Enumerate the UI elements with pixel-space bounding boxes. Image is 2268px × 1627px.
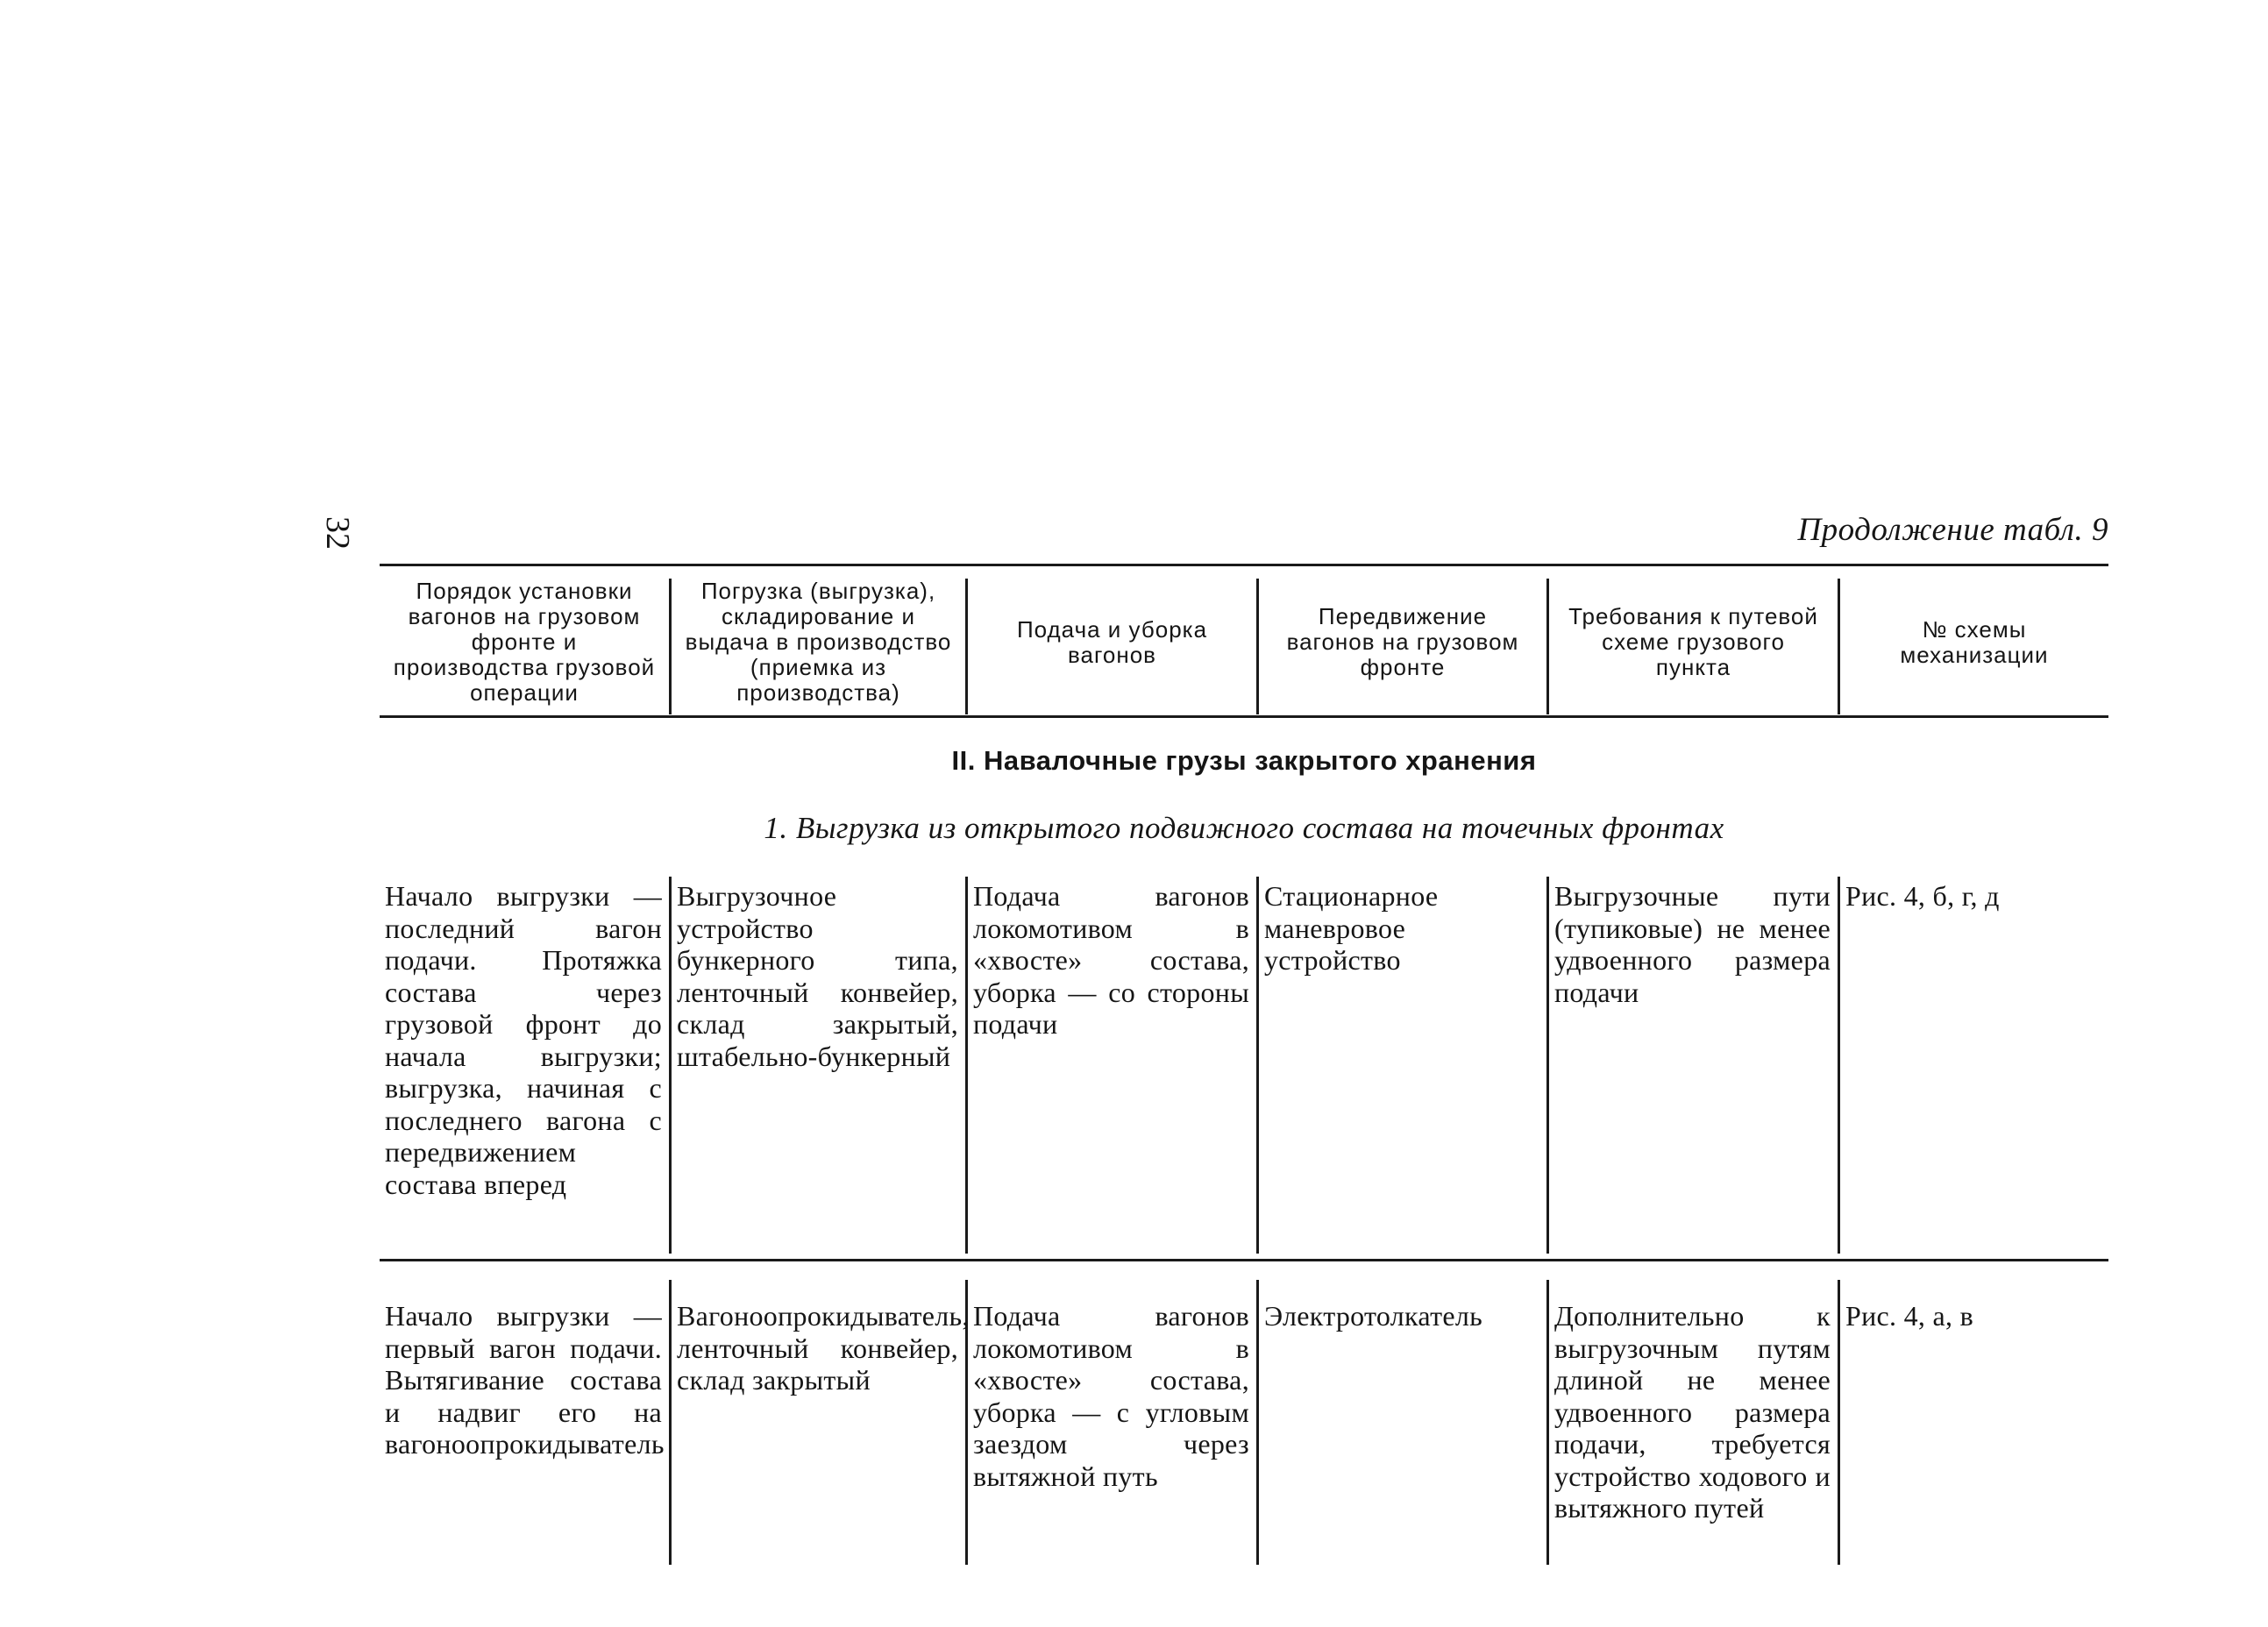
- column-header-supply: Подача и уборка вагонов: [1016, 615, 1208, 668]
- page-number: 32: [319, 516, 356, 550]
- row-separator-rule: [380, 1259, 2108, 1261]
- column-header-order: Порядок установки вагонов на грузовом фронте и производства грузовой операции: [393, 578, 656, 706]
- cell-order: Начало выгрузки — последний вагон подачи. Протяжка состава через грузовой фронт до начала выгрузки; выгрузка, начиная с последнего вагона с передвижением состава вперед: [385, 880, 662, 1200]
- cell-scheme: Рис. 4, б, г, д: [1845, 880, 2000, 912]
- section-title: II. Навалочные грузы закрытого хранения: [951, 745, 1537, 776]
- cell-movement: Стационарное маневровое устройство: [1264, 880, 1439, 976]
- cell-supply: Подача вагонов локомотивом в «хвосте» состава, уборка — со стороны подачи: [973, 880, 1249, 1040]
- cell-requirements: Выгрузочные пути (тупиковые) не менее удвоенного размера подачи: [1554, 880, 1831, 1008]
- cell-supply: Подача вагонов локомотивом в «хвосте» состава, уборка — с угловым заездом через вытяжной путь: [973, 1300, 1249, 1492]
- cell-loading: Выгрузочное устройство бункерного типа, ленточный конвейер, склад закрытый, штабельно-бункерный: [677, 880, 958, 1072]
- table-continuation-caption: Продолжение табл. 9: [1797, 512, 2108, 548]
- row-divider: [1838, 877, 1840, 1254]
- column-header-movement: Передвижение вагонов на грузовом фронте: [1286, 603, 1519, 680]
- cell-requirements: Дополнительно к выгрузочным путям длиной не менее удвоенного размера подачи, требуется устройство ходового и вытяжного путей: [1554, 1300, 1831, 1524]
- subsection-title: 1. Выгрузка из открытого подвижного состава на точечных фронтах: [764, 811, 1724, 845]
- column-header-scheme: № схемы механизации: [1900, 615, 2049, 668]
- header-bottom-rule: [380, 715, 2108, 718]
- cell-loading: Вагоноопрокидыватель, ленточный конвейер, склад закрытый: [677, 1300, 970, 1396]
- column-header-requirements: Требования к путевой схеме грузового пункта: [1568, 603, 1818, 680]
- table-top-rule: [380, 564, 2108, 566]
- cell-order: Начало выгрузки — первый вагон подачи. Вытягивание состава и надвиг его на вагоноопрокидыватель: [385, 1300, 665, 1460]
- cell-movement: Электротолкатель: [1264, 1300, 1483, 1332]
- column-header-loading: Погрузка (выгрузка), складирование и выдача в производство (приемка из производства): [685, 578, 952, 706]
- cell-scheme: Рис. 4, а, в: [1845, 1300, 1974, 1332]
